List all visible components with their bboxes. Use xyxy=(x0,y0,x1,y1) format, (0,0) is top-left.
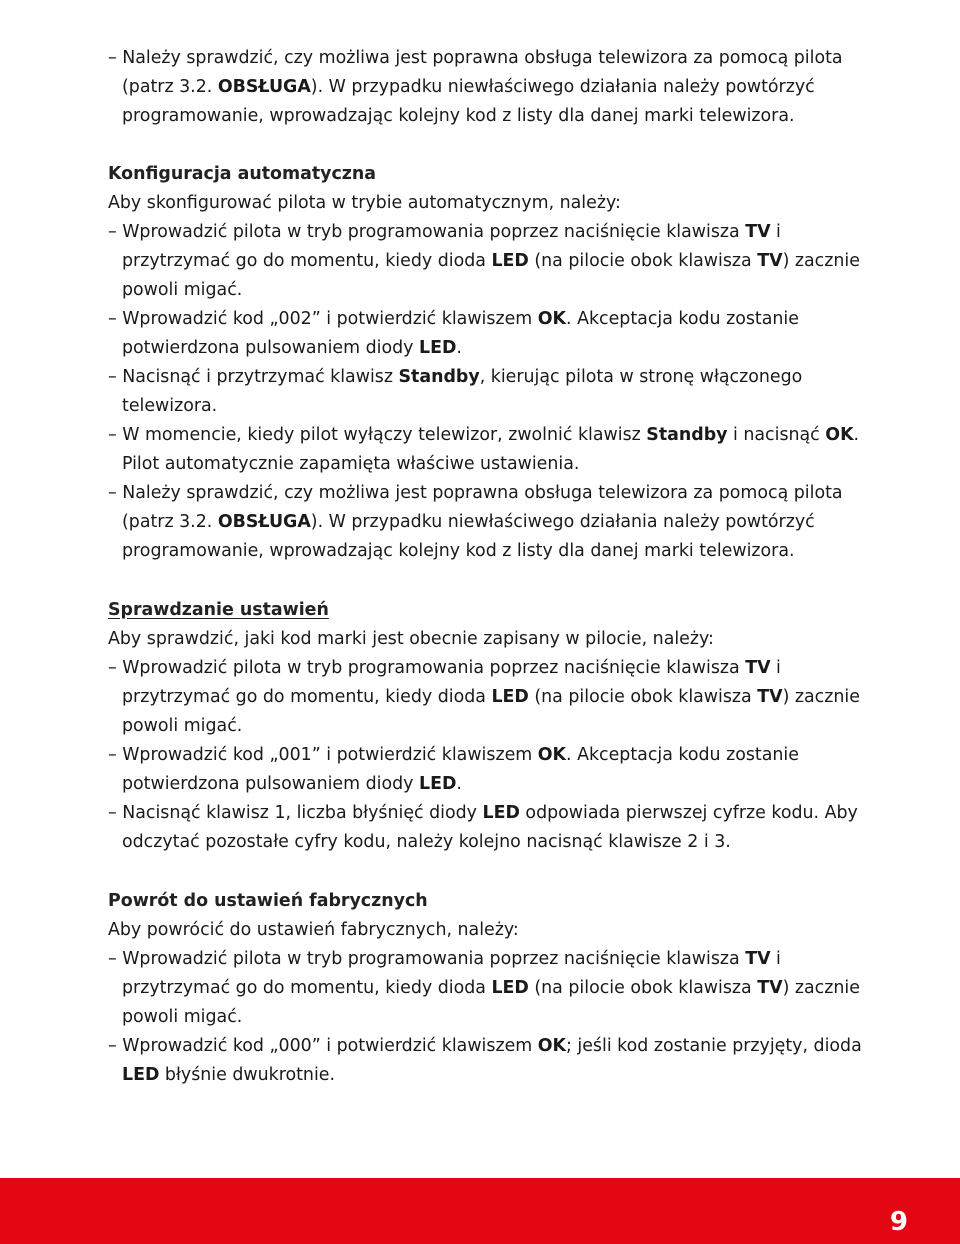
step-item xyxy=(108,305,868,363)
key-label: LED xyxy=(491,687,529,707)
text-run: . xyxy=(456,338,462,358)
key-label: TV xyxy=(757,251,783,271)
text-run: (na pilocie obok klawisza xyxy=(528,251,758,271)
page-number: 9 xyxy=(889,1207,908,1237)
footer-bar xyxy=(0,1178,960,1244)
text-run: – Nacisnąć i przytrzymać klawisz xyxy=(108,367,399,387)
step-item xyxy=(108,654,868,741)
intro-bullet xyxy=(108,44,868,131)
text-run: – Nacisnąć klawisz 1, liczba błyśnięć diody xyxy=(108,803,483,823)
text-run: . Akceptacja kodu zostanie potwierdzona pulsowaniem diody xyxy=(122,745,799,794)
text-run: – Wprowadzić pilota w tryb programowania poprzez naciśnięcie klawisza xyxy=(108,949,746,969)
text-run: (na pilocie obok klawisza xyxy=(528,978,758,998)
text-run: – Należy sprawdzić, czy możliwa jest poprawna obsługa telewizora za pomocą pilota (patrz 3.2. xyxy=(108,483,843,532)
key-label: TV xyxy=(757,687,783,707)
step-item xyxy=(108,421,868,479)
text-run: ) zacznie powoli migać. xyxy=(122,687,860,736)
section-intro: Aby skonfigurować pilota w trybie automatycznym, należy: xyxy=(108,193,621,213)
key-label: LED xyxy=(122,1065,160,1085)
key-label: OK xyxy=(537,309,567,329)
key-label: OK xyxy=(825,425,854,445)
key-label: OK xyxy=(537,1036,567,1056)
key-label: TV xyxy=(757,978,783,998)
key-label: LED xyxy=(418,774,457,794)
key-label: OBSŁUGA xyxy=(217,77,311,97)
text-run: , kierując pilota w stronę włączonego telewizora. xyxy=(122,367,803,416)
key-label: Standby xyxy=(646,425,728,445)
key-label: LED xyxy=(491,978,529,998)
text-run: – Wprowadzić kod „000” i potwierdzić klawiszem xyxy=(108,1036,538,1056)
text-run: – Wprowadzić pilota w tryb programowania poprzez naciśnięcie klawisza xyxy=(108,222,746,242)
step-item xyxy=(108,741,868,799)
section-heading: Konfiguracja automatyczna xyxy=(108,164,377,184)
text-run: – Wprowadzić kod „002” i potwierdzić klawiszem xyxy=(108,309,538,329)
key-label: TV xyxy=(745,949,771,969)
key-label: LED xyxy=(418,338,457,358)
text-run: błyśnie dwukrotnie. xyxy=(159,1065,336,1085)
text-run: i przytrzymać go do momentu, kiedy dioda xyxy=(122,658,781,707)
text-run: i przytrzymać go do momentu, kiedy dioda xyxy=(122,949,781,998)
text-run: . Pilot automatycznie zapamięta właściwe ustawienia. xyxy=(122,425,860,474)
section-heading: Sprawdzanie ustawień xyxy=(108,600,329,620)
page-content xyxy=(108,44,868,1090)
text-run: ). W przypadku niewłaściwego działania należy powtórzyć programowanie, wprowadzając kolejny kod z listy dla danej marki telewizora. xyxy=(122,77,815,126)
text-run: . xyxy=(456,774,462,794)
step-item xyxy=(108,945,868,1032)
key-label: Standby xyxy=(398,367,480,387)
section-check-settings xyxy=(108,596,868,857)
text-run: – Wprowadzić pilota w tryb programowania poprzez naciśnięcie klawisza xyxy=(108,658,746,678)
text-run: ) zacznie powoli migać. xyxy=(122,251,860,300)
text-run: ) zacznie powoli migać. xyxy=(122,978,860,1027)
step-item xyxy=(108,1032,868,1090)
text-run: ; jeśli kod zostanie przyjęty, dioda xyxy=(566,1036,862,1056)
key-label: LED xyxy=(491,251,529,271)
section-factory-reset xyxy=(108,887,868,1090)
key-label: TV xyxy=(745,658,771,678)
key-label: OBSŁUGA xyxy=(217,512,311,532)
text-run: – W momencie, kiedy pilot wyłączy telewizor, zwolnić klawisz xyxy=(108,425,647,445)
section-heading: Powrót do ustawień fabrycznych xyxy=(108,891,428,911)
section-intro: Aby sprawdzić, jaki kod marki jest obecnie zapisany w pilocie, należy: xyxy=(108,629,714,649)
text-run: odpowiada pierwszej cyfrze kodu. Aby odczytać pozostałe cyfry kodu, należy kolejno nacisnąć klawisze 2 i 3. xyxy=(122,803,858,852)
key-label: LED xyxy=(482,803,520,823)
step-item xyxy=(108,363,868,421)
step-item xyxy=(108,218,868,305)
text-run: ). W przypadku niewłaściwego działania należy powtórzyć programowanie, wprowadzając kolejny kod z listy dla danej marki telewizora. xyxy=(122,512,815,561)
key-label: TV xyxy=(745,222,771,242)
text-run: (na pilocie obok klawisza xyxy=(528,687,758,707)
text-run: – Należy sprawdzić, czy możliwa jest poprawna obsługa telewizora za pomocą pilota (patrz 3.2. xyxy=(108,48,843,97)
text-run: . Akceptacja kodu zostanie potwierdzona pulsowaniem diody xyxy=(122,309,799,358)
text-run: – Wprowadzić kod „001” i potwierdzić klawiszem xyxy=(108,745,538,765)
text-run: i przytrzymać go do momentu, kiedy dioda xyxy=(122,222,781,271)
step-item xyxy=(108,799,868,857)
section-auto-config xyxy=(108,160,868,566)
text-run: i nacisnąć xyxy=(727,425,826,445)
step-item xyxy=(108,479,868,566)
key-label: OK xyxy=(537,745,567,765)
section-intro: Aby powrócić do ustawień fabrycznych, należy: xyxy=(108,920,519,940)
